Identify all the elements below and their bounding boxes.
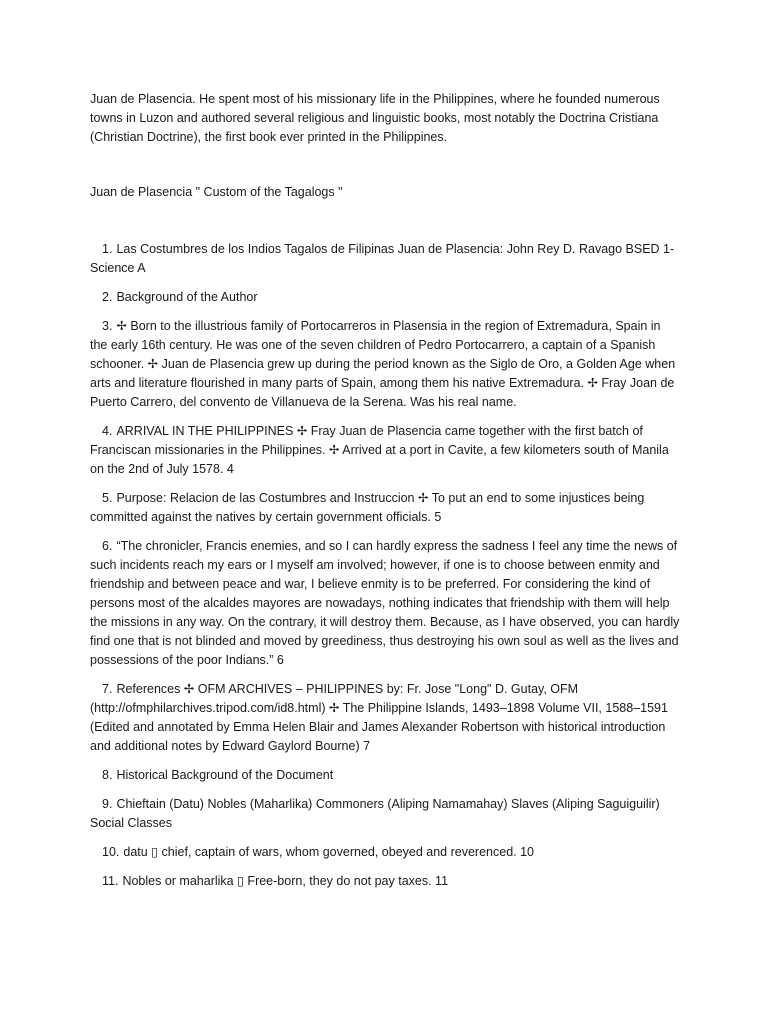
slide-list xyxy=(90,240,680,891)
list-item xyxy=(90,422,680,479)
item-number: 8. xyxy=(102,768,113,782)
item-text: Historical Background of the Document xyxy=(116,768,334,782)
item-number: 3. xyxy=(102,319,113,333)
item-text: Background of the Author xyxy=(116,290,258,304)
item-text: Las Costumbres de los Indios Tagalos de Filipinas Juan de Plasencia: John Rey D. Ravago BSED 1-Science A xyxy=(90,242,675,275)
document-subtitle: Juan de Plasencia " Custom of the Tagalogs " xyxy=(90,185,343,199)
item-number: 4. xyxy=(102,424,113,438)
item-number: 7. xyxy=(102,682,113,696)
list-item xyxy=(90,680,680,756)
item-number: 11. xyxy=(102,874,119,888)
list-item xyxy=(90,240,680,278)
item-text: ARRIVAL IN THE PHILIPPINES ✢ Fray Juan de Plasencia came together with the first batch of Franciscan missionaries in the Philippines. ✢ Arrived at a port in Cavite, a few kilometers south of Manila on the 2nd of July 1578. 4 xyxy=(90,424,669,476)
list-item xyxy=(90,537,680,670)
item-number: 10. xyxy=(102,845,120,859)
item-text: Chieftain (Datu) Nobles (Maharlika) Commoners (Aliping Namamahay) Slaves (Aliping Saguiguilir) Social Classes xyxy=(90,797,660,830)
item-text: Nobles or maharlika ▯ Free-born, they do not pay taxes. 11 xyxy=(122,874,449,888)
item-text: References ✢ OFM ARCHIVES – PHILIPPINES by: Fr. Jose "Long" D. Gutay, OFM (http://ofmphilarchives.tripod.com/id8.html) ✢ The Philippine Islands, 1493–1898 Volume VII, 1588–1591 (Edited and annotated by Emma Helen Blair and James Alexander Robertson with historical introduction and additional notes by Edward Gaylord Bourne) 7 xyxy=(90,682,668,753)
document-page xyxy=(90,90,680,901)
item-text: ✢ Born to the illustrious family of Portocarreros in Plasensia in the region of Extremadura, Spain in the early 16th century. He was one of the seven children of Pedro Portocarrero, a captain of a Spanish schooner. ✢ Juan de Plasencia grew up during the period known as the Siglo de Oro, a Golden Age when arts and literature flourished in many parts of Spain, among them his native Extremadura. ✢ Fray Joan de Puerto Carrero, del convento de Villanueva de la Serena. Was his real name. xyxy=(90,319,676,409)
list-item xyxy=(90,489,680,527)
intro-paragraph: Juan de Plasencia. He spent most of his missionary life in the Philippines, where he founded numerous towns in Luzon and authored several religious and linguistic books, most notably the Doctrina Cristiana (Christian Doctrine), the first book ever printed in the Philippines. xyxy=(90,92,660,144)
item-number: 6. xyxy=(102,539,113,553)
list-item xyxy=(90,288,680,307)
list-item xyxy=(90,795,680,833)
item-number: 9. xyxy=(102,797,113,811)
list-item xyxy=(90,843,680,862)
item-number: 2. xyxy=(102,290,113,304)
list-item xyxy=(90,317,680,412)
item-number: 1. xyxy=(102,242,113,256)
list-item xyxy=(90,872,680,891)
list-item xyxy=(90,766,680,785)
item-number: 5. xyxy=(102,491,113,505)
item-text: Purpose: Relacion de las Costumbres and Instruccion ✢ To put an end to some injustices being committed against the natives by certain government officials. 5 xyxy=(90,491,645,524)
item-text: datu ▯ chief, captain of wars, whom governed, obeyed and reverenced. 10 xyxy=(123,845,534,859)
item-text: “The chronicler, Francis enemies, and so I can hardly express the sadness I feel any time the news of such incidents reach my ears or I myself am involved; however, if one is to choose between enmity and friendship and between peace and war, I believe enmity is to be preferred. For considering the kind of persons most of the alcaldes mayores are nowadays, nothing indicates that friendship with them will help the missions in any way. On the contrary, it will destroy them. Because, as I have observed, you can hardly find one that is not blinded and moved by greediness, thus destroying his own soul as well as the lives and possessions of the poor Indians.” 6 xyxy=(90,539,680,667)
